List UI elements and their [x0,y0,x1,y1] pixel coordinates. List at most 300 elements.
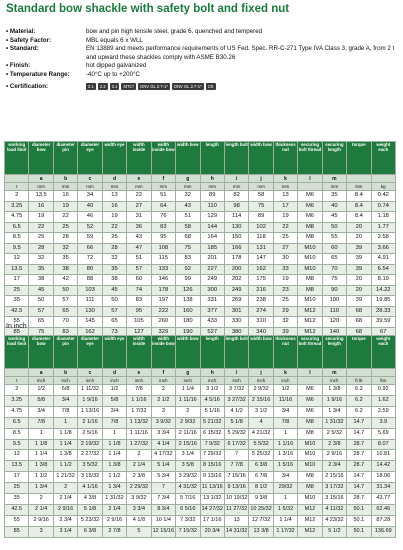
table-cell: 28.7 [347,450,371,461]
table-cell: 1 1/4 [53,439,77,450]
column-header: length bolt [224,142,248,175]
spec-value: MBL equals 6 x WLL [86,36,143,44]
table-cell: 75 [176,243,200,254]
table-cell: 1 [273,428,297,439]
table-cell: 6.2 [347,395,371,406]
table-cell: 1 1/4 [29,450,53,461]
column-letter: a [29,175,53,183]
column-unit: inch [322,377,346,385]
table-cell: 19 [53,201,77,212]
table-cell: 2 [29,494,53,505]
table-cell: 185 [200,243,224,254]
table-cell: 2 5/32 [322,428,346,439]
table-cell: 2 9/16 [102,515,126,526]
table-cell: M12 [298,306,322,317]
table-cell: 1 1/4 [273,515,297,526]
table-cell: 1 3/16 [273,450,297,461]
table-cell: 5 29/32 [224,428,248,439]
table-cell: 10.81 [371,450,395,461]
column-letter [371,175,395,183]
table-cell: 28 [29,243,53,254]
table-row [5,317,396,328]
cert-badge: 2.2 [99,84,106,90]
table-cell: 5 1/8 [78,504,102,515]
column-unit [298,183,322,191]
table-cell: 51 [151,191,175,202]
table-cell: 1.77 [371,222,395,233]
table-cell: 377 [200,306,224,317]
table-row [5,233,396,244]
column-unit: mm [224,183,248,191]
table-cell: 25 [53,222,77,233]
table-cell: 46 [78,212,102,223]
column-letter: a [29,369,53,377]
table-cell: 175 [249,275,273,286]
column-unit: mm [78,183,102,191]
table-cell: 98 [224,201,248,212]
table-cell: 3.9 [371,417,395,428]
table-cell: 1/2 [102,385,126,396]
table-cell: M6 [298,395,322,406]
table-cell: 7 9/32 [200,439,224,450]
table-cell: 14.7 [347,417,371,428]
table-cell: 1 [102,428,126,439]
table-cell: 25 [102,233,126,244]
column-header: width bow [249,142,273,175]
table-cell: 39.59 [371,317,395,328]
table-cell: 1 1/4 [176,385,200,396]
table-cell: 50 [29,296,53,307]
table-cell: 144 [200,222,224,233]
table-cell: 1 1/8 [29,439,53,450]
table-cell: 90 [322,285,346,296]
column-unit: ft lb [347,377,371,385]
table-cell: 200 [224,264,248,275]
table-cell: 2 5/16 [78,428,102,439]
table-row [5,504,396,515]
table-cell: 42 [53,275,77,286]
table-cell: 131 [249,243,273,254]
table-cell: 70 [53,317,77,328]
column-letter: m [322,369,346,377]
column-header: diameter bow [29,142,53,175]
table-cell: 0.92 [371,385,395,396]
table-cell: 8.5 [5,428,29,439]
table-cell: 269 [224,296,248,307]
table-cell: 249 [200,275,224,286]
table-cell: 7 [224,450,248,461]
table-cell: 1.62 [371,395,395,406]
table-cell: 2 1/4 [53,494,77,505]
table-cell: 19 [102,212,126,223]
unit-row [5,377,396,385]
table-cell: 1 9/16 [322,395,346,406]
table-cell: 129 [200,212,224,223]
table-cell: 17 [5,275,29,286]
table-cell: 16 [29,201,53,212]
table-cell: 2 27/32 [78,450,102,461]
table-cell: 2 [5,191,29,202]
table-cell: 9 3/8 [249,494,273,505]
table-cell: 75 [249,201,273,212]
table-cell: 3 29/32 [176,472,200,483]
table-cell: 1 1/16 [273,439,297,450]
table-cell: 164 [200,233,224,244]
table-cell: 100 [322,296,346,307]
column-header: width inside [127,142,151,175]
table-cell: 57 [102,306,126,317]
table-cell: 1 31/32 [322,417,346,428]
table-cell: 2 1/4 [102,504,126,515]
table-cell: 14.7 [347,428,371,439]
table-cell: 222 [151,306,175,317]
table-cell: 20 [347,275,371,286]
table-cell: 133 [151,264,175,275]
table-cell: 22 [127,191,151,202]
table-cell: 83 [151,222,175,233]
table-cell: 3 15/16 [322,494,346,505]
table-cell: 8.19 [371,275,395,286]
table-cell: 57 [29,306,53,317]
table-cell: 12 [5,254,29,265]
table-cell: 20 3/4 [200,526,224,537]
table-cell: 150 [224,233,248,244]
table-cell: 43.77 [371,494,395,505]
table-cell: 70 [322,264,346,275]
table-cell: 60 [127,275,151,286]
table-cell: 1 1/8 [53,428,77,439]
table-cell: 3 9/32 [151,417,175,428]
table-cell: 126 [176,285,200,296]
table-cell: 25 [273,233,297,244]
table-cell: 65 [322,254,346,265]
table-cell: 5 21/32 [200,417,224,428]
table-cell: 110 [200,201,224,212]
table-cell: 35 [5,494,29,505]
table-cell: 166 [224,243,248,254]
table-cell: 4 3/8 [78,494,102,505]
table-cell: 7/8 [102,417,126,428]
table-cell: 2 9/16 [322,450,346,461]
table-cell: 75 [29,327,53,338]
table-cell: 5 23/32 [78,515,102,526]
column-unit: mm [29,183,53,191]
column-header: working load limit [5,336,29,369]
table-cell: M10 [298,264,322,275]
table-cell: 73 [102,327,126,338]
table-cell: 5 1/4 [151,461,175,472]
column-unit: mm [127,183,151,191]
table-cell: 2 9/32 [176,417,200,428]
table-cell: 190 [176,327,200,338]
table-cell: 2 11/16 [176,428,200,439]
table-cell: 3 17/32 [322,483,346,494]
table-cell: 2 [5,385,29,396]
table-cell: 1 [273,494,297,505]
table-cell: 22 [102,222,126,233]
table-cell: 50 [322,222,346,233]
cert-badge: 3.1 [111,84,118,90]
table-cell: 68 [176,233,200,244]
table-cell: 4 1/2 [224,406,248,417]
table-cell: 197 [151,296,175,307]
table-row [5,439,396,450]
table-cell: 14.7 [347,472,371,483]
table-cell: 3 27/32 [224,395,248,406]
table-cell: 92 [176,264,200,275]
table-cell: 3/4 [53,395,77,406]
table-cell: 10 1/4 [151,515,175,526]
table-cell: 1.18 [371,212,395,223]
table-cell: 3 3/4 [151,428,175,439]
column-letter: j [249,175,273,183]
table-cell: 0.74 [371,201,395,212]
table-cell: M8 [298,428,322,439]
table-cell: M10 [298,243,322,254]
spec-certification [6,83,401,92]
table-cell: 47 [127,243,151,254]
table-cell: 10 19/32 [224,494,248,505]
table-row [5,395,396,406]
table-cell: 4 1/8 [127,515,151,526]
table-cell: 36 [127,222,151,233]
table-cell: 35 [53,254,77,265]
column-unit: inch [53,377,77,385]
table-cell: 1 1/4 [102,450,126,461]
table-cell: 7 3/32 [176,515,200,526]
table-cell: 50.1 [347,526,371,537]
table-cell: 115 [151,254,175,265]
column-letter: g [176,175,200,183]
table-cell: M8 [298,233,322,244]
table-cell: 2 19/32 [78,439,102,450]
table-cell: M10 [298,254,322,265]
table-cell: 39 [347,254,371,265]
table-cell: 57 [53,296,77,307]
column-header: width inside bow [151,142,175,175]
column-unit: inch [78,377,102,385]
spec-standard [6,45,401,62]
table-cell: 25 [5,285,29,296]
table-cell: 102 [249,222,273,233]
table-cell: M8 [298,222,322,233]
table-cell: 14 31/32 [224,526,248,537]
table-cell: 5 1/16 [200,406,224,417]
table-cell: 76 [151,212,175,223]
column-letter: l [298,369,322,377]
table-cell: 12 15/16 [151,526,175,537]
table-cell: 1 3/8 [322,385,346,396]
table-cell: 51 [127,254,151,265]
column-unit: kg [371,183,395,191]
table-cell: 146 [151,275,175,286]
table-cell: 52 [78,222,102,233]
table-cell: 1 13/32 [127,417,151,428]
column-unit: inch [176,377,200,385]
spec-safety-factor [6,37,401,46]
table-cell: 35 [322,191,346,202]
table-cell: 13 3/8 [249,526,273,537]
table-cell: 111 [78,296,102,307]
table-cell: 108 [151,243,175,254]
header-row [5,336,396,369]
column-header: width inside [127,336,151,369]
table-cell: 6.5 [5,417,29,428]
table-cell: 227 [200,264,224,275]
table-cell: 65 [53,306,77,317]
table-cell: 2 15/16 [322,472,346,483]
column-letter: g [176,369,200,377]
column-unit: inch [151,377,175,385]
table-cell: 5 7/16 [176,494,200,505]
column-letter: f [151,369,175,377]
table-cell: M10 [298,450,322,461]
column-unit: inch [200,377,224,385]
table-cell: 8 15/16 [200,461,224,472]
table-cell: 8.07 [371,439,395,450]
column-letter [347,175,371,183]
table-cell: 8 3/4 [151,504,175,515]
table-cell: 32 [102,254,126,265]
table-cell: M6 [298,201,322,212]
table-cell: 160 [176,306,200,317]
table-cell: 45 [29,285,53,296]
table-cell: 55 [322,233,346,244]
table-cell: 9.5 [5,243,29,254]
table-cell: 89 [249,212,273,223]
table-cell: 300 [200,285,224,296]
table-cell: 2 [53,483,77,494]
table-cell: 110 [322,306,346,317]
table-cell: 85 [5,526,29,537]
table-cell: 1 27/32 [127,439,151,450]
table-cell: 380 [224,327,248,338]
table-cell: 35 [5,296,29,307]
table-cell: M12 [298,317,322,328]
table-cell: 14 27/32 [200,504,224,515]
table-cell: 82 [224,191,248,202]
column-letter: d [102,175,126,183]
column-unit: lbs [371,377,395,385]
table-cell: 136.69 [371,526,395,537]
table-cell: 20 [347,285,371,296]
table-cell: 433 [200,317,224,328]
spec-key: • Material: [6,28,36,35]
table-cell: 39 [273,327,297,338]
table-cell: 39 [347,264,371,275]
table-cell: 17 1/16 [200,515,224,526]
table-cell: 30 [273,254,297,265]
table-cell: 1 21/32 [53,472,77,483]
column-letter: c [78,175,102,183]
spec-key: • Finish: [6,62,31,70]
table-cell: 274 [249,306,273,317]
table-cell: 75 [322,275,346,286]
table-cell: 4.75 [5,406,29,417]
table-cell: 16 [53,191,77,202]
column-letter: h [200,369,224,377]
table-cell: 340 [249,327,273,338]
table-cell: 2 [176,406,200,417]
spec-value: EN 13889 and meets performance requirements of US Fed. Spec. RR-C-271 Type IVA Class 3, grade A, from 2 t and upward these shackles comply with ASME B30.26 [86,45,395,61]
column-letter [5,175,29,183]
table-cell: 34 [78,191,102,202]
table-cell: 2 [151,385,175,396]
table-cell: M12 [298,504,322,515]
table-cell: 5/8 [102,395,126,406]
table-cell: 13.5 [5,461,29,472]
table-cell: 1 5/32 [273,504,297,515]
spec-list [6,28,401,91]
table-cell: 27 [127,201,151,212]
table-cell: 83 [127,296,151,307]
table-cell: 201 [200,254,224,265]
table-cell: 16 [102,201,126,212]
header-row [5,142,396,175]
table-cell: 80 [78,264,102,275]
table-row [5,306,396,317]
table-cell: M6 [298,191,322,202]
table-cell: 130 [224,222,248,233]
spec-key: • Temperature Range: [6,70,70,78]
table-cell: 1 3/8 [102,461,126,472]
table-cell: M8 [298,472,322,483]
table-cell: 13 [102,191,126,202]
table-cell: 7 3/4 [151,494,175,505]
column-letter: m [322,175,346,183]
table-cell: 13.5 [5,264,29,275]
table-cell: 329 [151,327,175,338]
table-row [5,191,396,202]
table-cell: 55 [5,317,29,328]
table-cell: 35 [102,264,126,275]
column-unit: inch [224,377,248,385]
table-cell: 22 [273,222,297,233]
table-cell: 6 3/8 [78,526,102,537]
table-cell: 2 3/8 [322,439,346,450]
table-cell: 29 [273,306,297,317]
table-cell: 19 [29,212,53,223]
table-cell: 127 [127,327,151,338]
table-cell: 1 17/32 [273,526,297,537]
table-cell: M10 [298,494,322,505]
column-letter: c [78,369,102,377]
table-cell: 38 [53,264,77,275]
table-cell: 4 11/32 [322,504,346,515]
table-cell: 4 17/32 [151,450,175,461]
table-cell: 331 [200,296,224,307]
table-cell: 28 [53,233,77,244]
table-cell: 6 7/8 [249,472,273,483]
table-cell: 4 1/16 [78,483,102,494]
column-letter: j [249,369,273,377]
table-cell: 5 3/4 [151,472,175,483]
table-cell: 74 [127,285,151,296]
table-cell: 22 [29,222,53,233]
spec-value: -40°C up to +200°C [86,70,140,78]
column-unit: mm [200,183,224,191]
table-cell: 1 5/16 [273,461,297,472]
column-letter: l [298,175,322,183]
table-cell: 3/4 [29,406,53,417]
table-cell: 1 [29,428,53,439]
table-cell: 25 [5,483,29,494]
table-row [5,461,396,472]
table-cell: 1 3/4 [102,483,126,494]
table-row [5,428,396,439]
table-cell: 43 [176,201,200,212]
spec-key: • Certification: [6,82,49,90]
